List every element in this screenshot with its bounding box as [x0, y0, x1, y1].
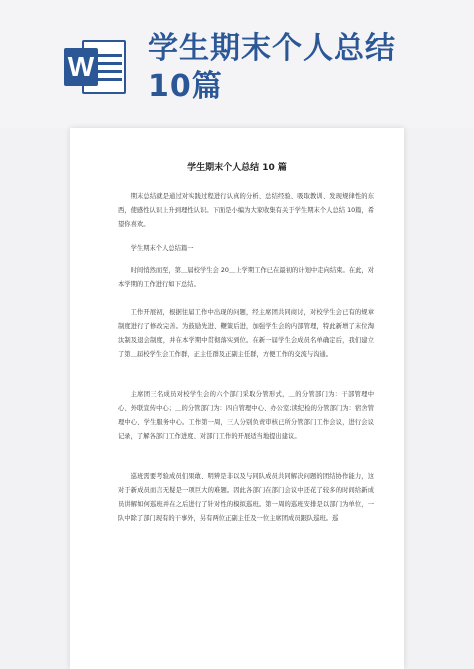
word-line-decor [98, 62, 122, 65]
intro-paragraph: 期末总结就是通过对实践过程进行认真的分析、总结经验、吸取教训、发现规律性的东西，使感性认识上升到理性认识。下面是小编为大家收集有关于学生期末个人总结 10篇，希望你喜欢。 [118, 193, 374, 228]
banner [0, 0, 474, 128]
section-heading: 学生期末个人总结篇一 [130, 245, 194, 252]
paragraph-3: 主席团三名成员对校学生会的六个部门采取分管形式，＿的分管部门为：干部管理中心、外联宣传中心；＿的分管部门为：四自管理中心、办公室;读纪检的分管部门为：宿舍管理中心、学生服务中心。工作第一周，三人分别负责审核已所分管部门工作会议，进行会议记录，了解各部门工作进度、对部门工作的开展适当地提出建议。 [118, 391, 374, 440]
word-document-icon [64, 38, 128, 96]
banner-title [148, 30, 468, 106]
word-line-decor [98, 54, 122, 57]
banner-title-line2: 10篇 [148, 69, 223, 104]
word-badge: W [64, 48, 98, 86]
word-line-decor [98, 70, 122, 73]
paragraph-4: 巡班需要考验成员们果敢、明辨是非以及与同队成员共同解决问题的团结协作能力，这对于新成员而言无疑是一项巨大的难题。因此各部门在部门会议中还花了较多的时间给新成员讲解如何巡班并在之后进行了针对性的模拟巡班。第一周的巡班安排是以部门为单位，一队中除了部门现有的干事外，另有两位正副主任及一位主席团成员跟队巡班。巡 [118, 473, 374, 522]
paragraph-2: 工作开展初，根据往届工作中出现的问题，经主席团共同商讨，对校学生会已有的规章制度进行了修改完善。为鼓励先进、鞭策后进，加强学生会的内部管理，特此新增了末位淘汰制及退会制度，并在本学期中贯彻落实到位。在新一届学生会成员名单确定后，我们建立了第＿届校学生会工作群，正主任群及正副主任群，方便工作的交流与沟通。 [118, 309, 374, 358]
banner-title-line1: 学生期末个人总结 [148, 31, 396, 66]
paragraph-1: 时间悄然而至，第＿届校学生会 20＿上学期工作已在最初的计划中走向结束。在此，对本学期的工作进行如下总结。 [118, 267, 374, 288]
word-line-decor [98, 78, 122, 81]
document-page [70, 128, 404, 669]
document-title: 学生期末个人总结 10 篇 [187, 163, 287, 173]
